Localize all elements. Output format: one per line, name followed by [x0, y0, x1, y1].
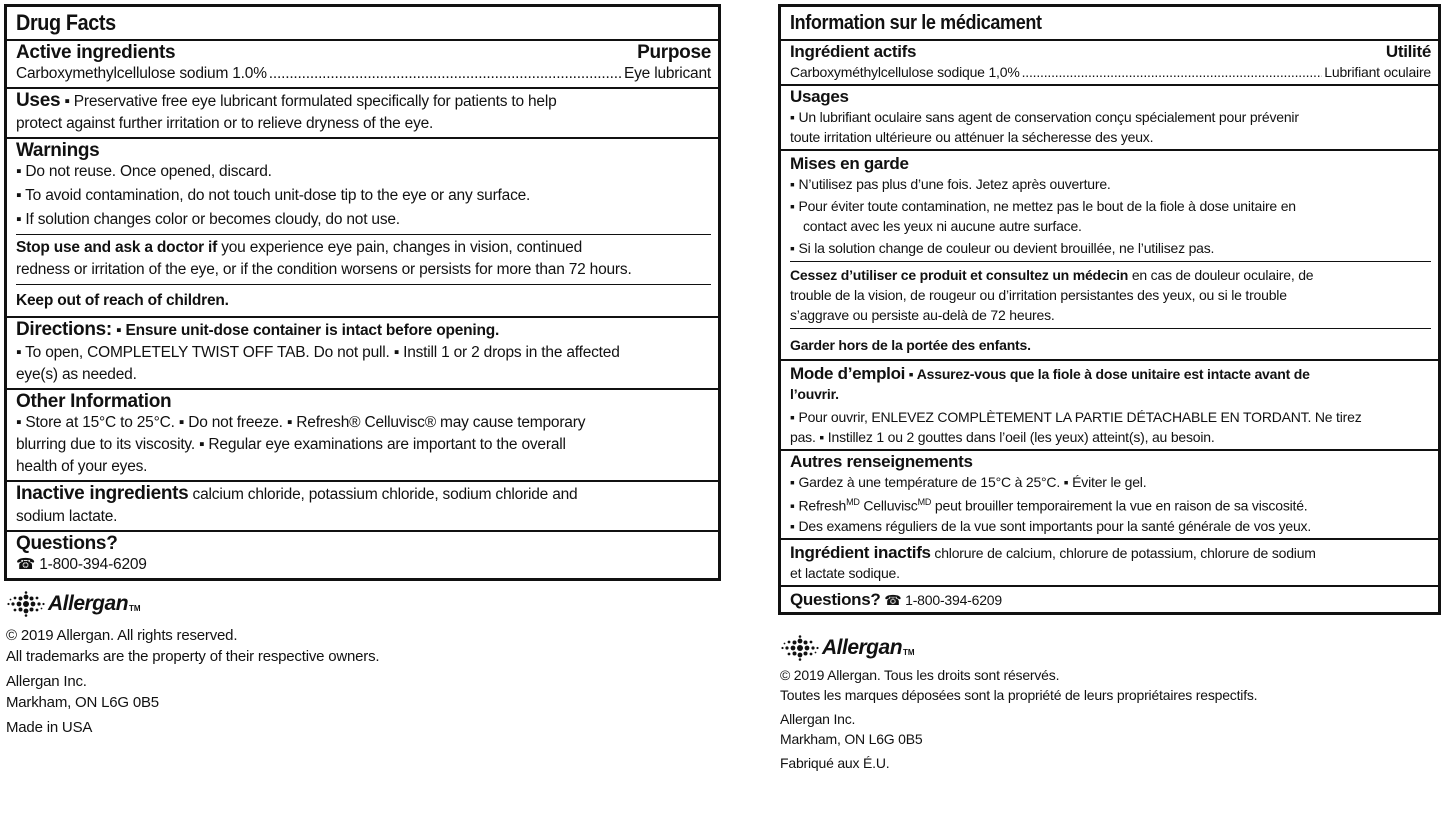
- other-information-line-3: ▪ Des examens réguliers de la vue sont importants pour la santé générale de vos yeux.: [790, 517, 1312, 534]
- other-information-line-3: health of your eyes.: [16, 458, 148, 475]
- other-information-line-2-part-c: peut brouiller temporairement la vue en raison de sa viscosité.: [931, 497, 1308, 514]
- directions-heading: Directions:: [16, 319, 112, 340]
- warnings-section: [781, 149, 1438, 359]
- directions-text-line-1: ▪ To open, COMPLETELY TWIST OFF TAB. Do not pull. ▪ Instill 1 or 2 drops in the affected: [16, 344, 620, 361]
- inactive-ingredients-line-2: et lactate sodique.: [790, 564, 900, 581]
- keep-out-of-reach: Keep out of reach of children.: [16, 292, 229, 309]
- directions-text-line-1: ▪ Pour ouvrir, ENLEVEZ COMPLÈTEMENT LA PARTIE DÉTACHABLE EN TORDANT. Ne tirez: [790, 409, 1362, 425]
- active-ingredient-purpose: Eye lubricant: [623, 65, 711, 82]
- directions-text-line-2: pas. ▪ Instillez 1 ou 2 gouttes dans l’oeil (les yeux) atteint(s), au besoin.: [790, 429, 1215, 445]
- made-in-text: Fabriqué aux É.U.: [780, 754, 890, 771]
- uses-text-line-2: protect against further irritation or to relieve dryness of the eye.: [16, 115, 434, 132]
- directions-heading: Mode d’emploi: [790, 364, 906, 383]
- active-ingredient-purpose: Lubrifiant oculaire: [1324, 64, 1431, 80]
- drug-facts-french: [778, 4, 1441, 773]
- uses-text-line-1: ▪ Un lubrifiant oculaire sans agent de conservation conçu spécialement pour prévenir: [790, 109, 1299, 125]
- questions-heading: Questions?: [16, 533, 118, 554]
- drug-facts-panel: [778, 4, 1441, 615]
- directions-bold-text: ▪ Ensure unit-dose container is intact before opening.: [111, 322, 500, 339]
- stop-use-heading: Cessez d’utiliser ce produit et consultez un médecin: [790, 267, 1129, 283]
- directions-section: [7, 316, 718, 388]
- drug-facts-title-bar: [7, 7, 718, 39]
- footer: [778, 633, 1441, 773]
- active-ingredients-section: [7, 39, 718, 87]
- warning-item: ▪ Pour éviter toute contamination, ne mettez pas le bout de la fiole à dose unitaire en: [790, 198, 1296, 214]
- other-information-section: [7, 388, 718, 480]
- stop-use-text-line-1: en cas de douleur oculaire, de: [1128, 267, 1314, 283]
- drug-facts-panel: [4, 4, 721, 581]
- allergan-logo-icon: [780, 635, 820, 661]
- company-name: Allergan Inc.: [780, 710, 856, 727]
- uses-section: [781, 84, 1438, 149]
- warnings-heading: Warnings: [16, 140, 100, 161]
- stop-use-text-line-2: redness or irritation of the eye, or if the condition worsens or persists for more than 72 hours.: [16, 261, 632, 278]
- warnings-section: [7, 137, 718, 316]
- uses-text-line-2: toute irritation ultérieure ou atténuer la sécheresse des yeux.: [790, 129, 1154, 145]
- other-information-line-2: [790, 492, 1431, 516]
- dot-leader: [1022, 62, 1323, 82]
- directions-bold-text-line-2: l’ouvrir.: [790, 386, 839, 402]
- warning-item: ▪ If solution changes color or becomes cloudy, do not use.: [16, 211, 400, 228]
- uses-heading: Usages: [790, 87, 849, 106]
- inactive-ingredients-heading: Ingrédient inactifs: [790, 542, 931, 562]
- warning-item: ▪ To avoid contamination, do not touch unit-dose tip to the eye or any surface.: [16, 187, 531, 204]
- active-ingredients-heading: Ingrédient actifs: [790, 42, 917, 61]
- keep-out-of-reach: Garder hors de la portée des enfants.: [790, 337, 1031, 353]
- active-ingredient-name: Carboxyméthylcellulose sodique 1,0%: [790, 64, 1020, 80]
- active-ingredients-heading: Active ingredients: [16, 42, 176, 63]
- stop-use-block: [16, 234, 711, 281]
- questions-heading: Questions?: [790, 589, 881, 609]
- warning-item: ▪ N’utilisez pas plus d’une fois. Jetez après ouverture.: [790, 176, 1111, 192]
- inactive-ingredients-line-1: calcium chloride, potassium chloride, sodium chloride and: [188, 486, 578, 503]
- other-information-line-1: ▪ Gardez à une température de 15°C à 25°C. ▪ Éviter le gel.: [790, 474, 1147, 490]
- inactive-ingredients-section: [7, 480, 718, 530]
- uses-section: [7, 87, 718, 137]
- trademarks-text: All trademarks are the property of their respective owners.: [6, 648, 380, 665]
- md-mark: MD: [917, 497, 932, 507]
- inactive-ingredients-section: [781, 538, 1438, 585]
- other-information-heading: Other Information: [16, 391, 172, 412]
- directions-text-line-2: eye(s) as needed.: [16, 366, 137, 383]
- drug-facts-title: Drug Facts: [16, 10, 116, 35]
- company-address: Markham, ON L6G 0B5: [780, 730, 923, 747]
- inactive-ingredients-heading: Inactive ingredients: [16, 483, 189, 504]
- other-information-line-2-part-a: ▪ Refresh: [790, 497, 847, 514]
- allergan-logo: [6, 589, 721, 619]
- company-address: Markham, ON L6G 0B5: [6, 694, 159, 711]
- stop-use-text-line-3: s’aggrave ou persiste au-delà de 72 heures.: [790, 307, 1055, 323]
- allergan-logo-text: Allergan: [48, 592, 129, 615]
- inactive-ingredients-line-1: chlorure de calcium, chlorure de potassium, chlorure de sodium: [930, 544, 1316, 561]
- stop-use-heading: Stop use and ask a doctor if: [16, 239, 218, 256]
- active-ingredient-name: Carboxymethylcellulose sodium 1.0%: [16, 65, 267, 82]
- trademark-mark: TM: [129, 604, 141, 613]
- warnings-heading: Mises en garde: [790, 154, 909, 173]
- copyright-text: © 2019 Allergan. All rights reserved.: [6, 627, 238, 644]
- dot-leader: [269, 63, 622, 85]
- questions-phone: ☎ 1-800-394-6209: [880, 591, 1002, 608]
- md-mark: MD: [846, 497, 860, 507]
- allergan-logo-icon: [6, 591, 46, 617]
- other-information-line-1: ▪ Store at 15°C to 25°C. ▪ Do not freeze. ▪ Refresh® Celluvisc® may cause temporary: [16, 414, 586, 431]
- uses-heading: Uses: [16, 90, 61, 111]
- keep-out-block: [790, 328, 1431, 357]
- inactive-ingredients-line-2: sodium lactate.: [16, 508, 118, 525]
- other-information-heading: Autres renseignements: [790, 452, 973, 471]
- copyright-text: © 2019 Allergan. Tous les droits sont réservés.: [780, 666, 1060, 683]
- other-information-line-2: blurring due to its viscosity. ▪ Regular eye examinations are important to the overall: [16, 436, 566, 453]
- made-in-text: Made in USA: [6, 719, 93, 736]
- stop-use-text-line-1: you experience eye pain, changes in vision, continued: [217, 239, 583, 256]
- warning-item: ▪ Do not reuse. Once opened, discard.: [16, 163, 272, 180]
- questions-section: [781, 585, 1438, 612]
- purpose-heading: Utilité: [1385, 42, 1431, 61]
- allergan-logo: [780, 633, 1441, 663]
- warning-item: ▪ Si la solution change de couleur ou devient brouillée, ne l’utilisez pas.: [790, 240, 1215, 256]
- warning-item-continued: contact avec les yeux ni aucune autre surface.: [803, 218, 1082, 234]
- allergan-logo-text: Allergan: [822, 635, 903, 659]
- purpose-heading: Purpose: [637, 42, 711, 63]
- stop-use-block: [790, 261, 1431, 325]
- drug-facts-title-bar: [781, 7, 1438, 39]
- drug-facts-title: Information sur le médicament: [790, 12, 1042, 34]
- trademark-mark: TM: [903, 647, 915, 657]
- directions-bold-text-line-1: ▪ Assurez-vous que la fiole à dose unitaire est intacte avant de: [905, 366, 1310, 382]
- trademarks-text: Toutes les marques déposées sont la propriété de leurs propriétaires respectifs.: [780, 686, 1258, 703]
- drug-facts-english: [4, 4, 721, 738]
- other-information-section: [781, 449, 1438, 538]
- other-information-line-2-part-b: Celluvisc: [859, 497, 918, 514]
- directions-section: [781, 359, 1438, 449]
- questions-section: [7, 530, 718, 578]
- keep-out-block: [16, 284, 711, 314]
- stop-use-text-line-2: trouble de la vision, de rougeur ou d’irritation persistantes des yeux, ou si le trouble: [790, 287, 1287, 303]
- company-name: Allergan Inc.: [6, 673, 87, 690]
- uses-text-line-1: ▪ Preservative free eye lubricant formulated specifically for patients to help: [60, 93, 557, 110]
- footer: [4, 589, 721, 738]
- questions-phone: ☎ 1-800-394-6209: [16, 556, 147, 573]
- active-ingredients-section: [781, 39, 1438, 84]
